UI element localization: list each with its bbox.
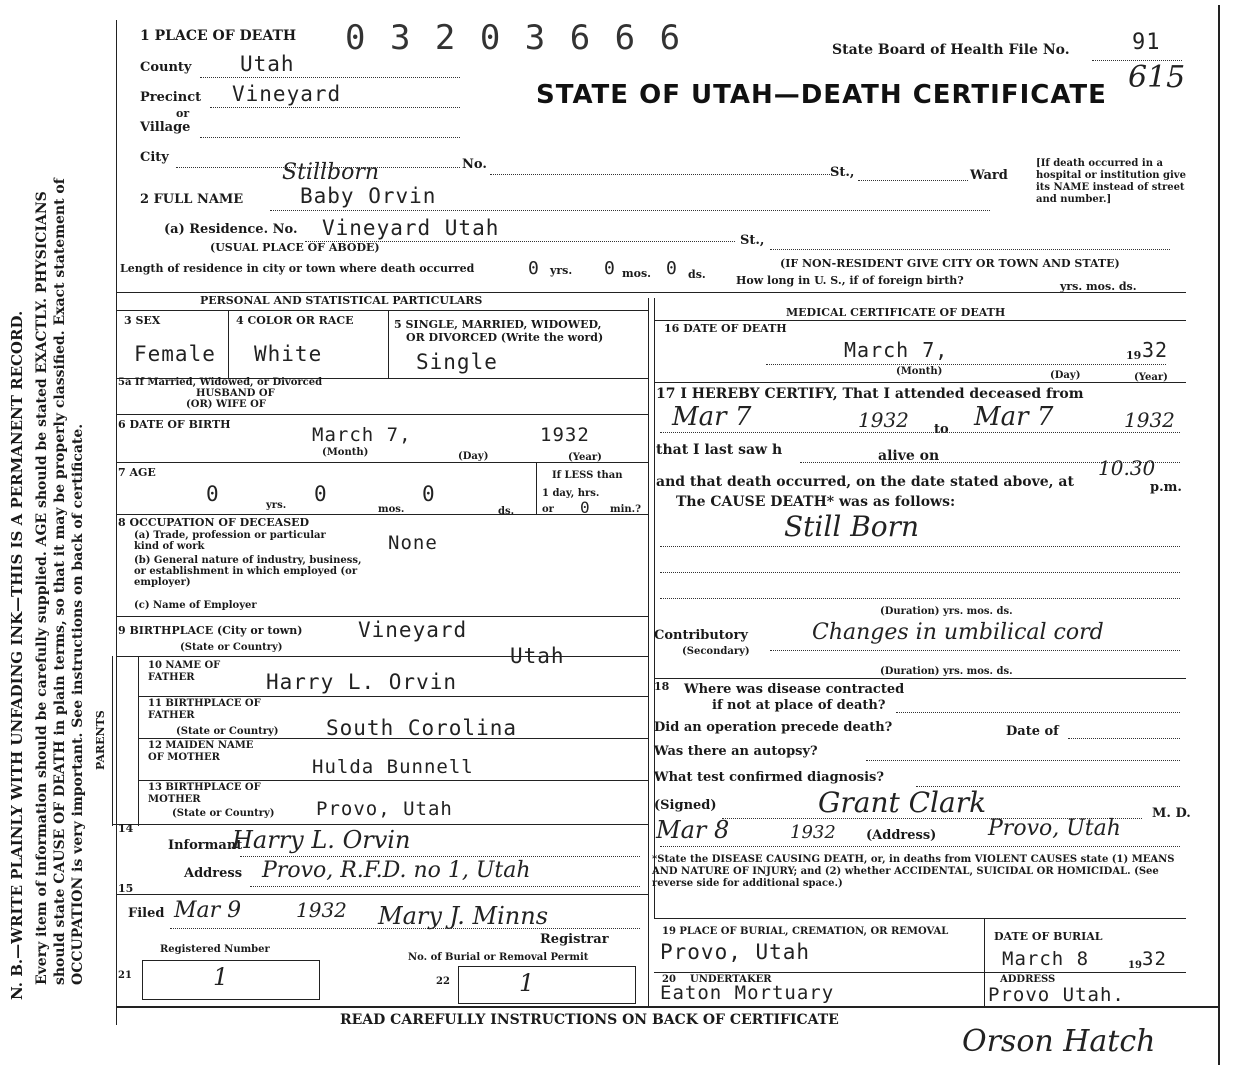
contributory-value: Changes in umbilical cord — [812, 620, 1104, 645]
personal-section-title: PERSONAL AND STATISTICAL PARTICULARS — [200, 294, 483, 307]
length-ds-value: 0 — [666, 258, 678, 279]
occupation-value: None — [388, 532, 438, 554]
burial-permit-label: No. of Burial or Removal Permit — [408, 952, 589, 963]
rule-p10 — [138, 780, 648, 781]
q18-line1: Where was disease contracted — [684, 682, 905, 697]
q18-num: 18 — [654, 680, 670, 693]
less-label-1: If LESS than — [552, 470, 623, 481]
rule-m5 — [654, 972, 1186, 973]
birthplace-city: Vineyard — [358, 618, 468, 642]
death-day-label: (Day) — [1050, 370, 1081, 381]
test-label: What test confirmed diagnosis? — [654, 770, 884, 785]
dob-year-value: 1932 — [540, 424, 590, 446]
registered-number-prefix: 21 — [118, 970, 132, 981]
ward-note: [If death occurred in a hospital or institution give its NAME instead of street and number.] — [1036, 158, 1186, 205]
div-sex — [228, 310, 229, 378]
medical-address-value: Provo, Utah — [988, 816, 1121, 841]
undertaker-num: 20 — [662, 974, 676, 985]
place-of-death-label: 1 PLACE OF DEATH — [140, 28, 297, 44]
dob-day-label: (Day) — [458, 451, 489, 462]
age-mos-label: mos. — [378, 504, 405, 515]
rule-m3 — [654, 678, 1186, 679]
informant-line — [240, 856, 640, 857]
side-note-line2: Every item of information should be carefully supplied. AGE should be stated EXACTLY. PHYSICIANS — [34, 191, 50, 985]
death-month-label: (Month) — [896, 366, 943, 377]
sex-value: Female — [134, 342, 216, 366]
length-mos-label: mos. — [622, 267, 651, 280]
occupation-b: (b) General nature of industry, business, or establishment in which employed (or employer) — [134, 555, 362, 588]
less-min-label: min.? — [610, 504, 641, 515]
registrar-label: Registrar — [540, 932, 609, 947]
attended-from-year: 1932 — [858, 408, 909, 432]
occupation-c: (c) Name of Employer — [134, 600, 257, 611]
residence-st: St., — [740, 233, 765, 248]
div-burial-date — [984, 918, 985, 1006]
cause-line-2 — [660, 572, 1180, 573]
occurred-label: and that death occurred, on the date stated above, at — [656, 474, 1074, 490]
rule-m2 — [654, 382, 1186, 383]
no-label: No. — [462, 157, 487, 172]
age-ds-label: ds. — [498, 506, 515, 517]
residence-value: Vineyard Utah — [322, 216, 500, 240]
city-label: City — [140, 150, 169, 165]
residence-st-line — [770, 249, 1170, 250]
div-age — [536, 462, 537, 514]
burial-permit-value: 1 — [519, 969, 535, 997]
cause-label: The CAUSE DEATH* was as follows: — [676, 494, 956, 510]
color-label: 4 COLOR OR RACE — [236, 314, 354, 327]
right-border — [1218, 5, 1220, 1065]
certify-line: 17 I HEREBY CERTIFY, That I attended deceased from — [656, 386, 1084, 402]
full-name-label: 2 FULL NAME — [140, 192, 244, 207]
registrar-signature: Mary J. Minns — [378, 902, 549, 930]
occupation-a: (a) Trade, profession or particular kind of work — [134, 530, 326, 552]
father-bp-sub: (State or Country) — [176, 726, 279, 737]
filed-num: 15 — [118, 882, 134, 895]
duration-label-1: (Duration) yrs. mos. ds. — [880, 606, 1013, 617]
father-name-value: Harry L. Orvin — [266, 670, 458, 694]
county-line — [200, 77, 460, 78]
informant-num: 14 — [118, 822, 134, 835]
signed-label: (Signed) — [654, 798, 717, 813]
date-of-death-year: 32 — [1142, 338, 1169, 362]
parents-bracket — [112, 656, 113, 826]
filed-value: Mar 9 — [174, 898, 242, 923]
rule-p6 — [116, 616, 648, 617]
how-long-label: How long in U. S., if of foreign birth? — [736, 274, 964, 287]
mother-bp-label: 13 BIRTHPLACE OF MOTHER — [148, 782, 261, 805]
rule-p9 — [138, 738, 648, 739]
rule-p3 — [116, 414, 648, 415]
contributory-line — [770, 650, 1180, 651]
cause-line-3 — [660, 598, 1180, 599]
stillborn-handwritten: Stillborn — [282, 160, 380, 185]
column-divider — [648, 298, 649, 1006]
footer-signature: Orson Hatch — [962, 1024, 1156, 1059]
mother-name-label: 12 MAIDEN NAME OF MOTHER — [148, 740, 254, 763]
burial-place-value: Provo, Utah — [660, 940, 811, 964]
registered-number-label: Registered Number — [160, 944, 270, 955]
st-label: St., — [830, 165, 855, 180]
ward-label: Ward — [970, 168, 1008, 183]
side-note-line3: should state CAUSE OF DEATH in plain terms, so that it may be properly classified. Exact statement of — [52, 178, 68, 985]
medical-section-title: MEDICAL CERTIFICATE OF DEATH — [786, 306, 1006, 319]
birthplace-label: 9 BIRTHPLACE (City or town) — [118, 624, 303, 637]
age-yrs-value: 0 — [206, 482, 220, 506]
undertaker-address-label: ADDRESS — [1000, 974, 1056, 985]
last-saw-label: that I last saw h — [656, 442, 783, 458]
address-line — [250, 886, 640, 887]
less-label-3: or — [542, 504, 554, 515]
date-of-death-year-prefix: 19 — [1126, 349, 1142, 362]
file-no-value: 91 — [1132, 30, 1161, 55]
rule-p12 — [116, 894, 648, 895]
registered-number-value: 1 — [213, 963, 229, 991]
spouse-label-1: 5a If Married, Widowed, or Divorced — [118, 377, 323, 388]
secondary-label: (Secondary) — [682, 646, 750, 657]
or-label: or — [176, 107, 190, 120]
age-mos-value: 0 — [314, 482, 328, 506]
father-name-label: 10 NAME OF FATHER — [148, 660, 221, 683]
marital-label-2: OR DIVORCED (Write the word) — [406, 331, 604, 344]
st-line — [858, 180, 968, 181]
signed-value: Grant Clark — [818, 786, 987, 819]
length-mos-value: 0 — [604, 258, 616, 279]
attended-to-date: Mar 7 — [974, 402, 1054, 432]
footnote: *State the DISEASE CAUSING DEATH, or, in deaths from VIOLENT CAUSES state (1) MEANS AND NATURE OF INJURY; and (2) whether ACCIDENTAL, SUICIDAL OR HOMICIDAL. (See reverse side for additional space.) — [652, 854, 1175, 889]
rule-sections — [116, 292, 1186, 293]
contributory-label: Contributory — [654, 628, 748, 643]
autopsy-line — [866, 760, 1180, 761]
rule-p11 — [112, 824, 648, 825]
signed-date: Mar 8 — [656, 816, 730, 844]
medical-address-label: (Address) — [866, 828, 937, 843]
mother-name-value: Hulda Bunnell — [312, 756, 474, 778]
precinct-label: Precinct — [140, 90, 202, 105]
cause-value: Still Born — [784, 510, 920, 543]
q18-dotline — [896, 712, 1180, 713]
dob-label: 6 DATE OF BIRTH — [118, 418, 231, 431]
duration-label-2: (Duration) yrs. mos. ds. — [880, 666, 1013, 677]
precinct-value: Vineyard — [232, 82, 342, 106]
how-long-units: yrs. mos. ds. — [1060, 280, 1137, 293]
instructions-footer: READ CAREFULLY INSTRUCTIONS ON BACK OF CERTIFICATE — [340, 1012, 839, 1028]
length-yrs-label: yrs. — [550, 264, 573, 277]
attended-to-label: to — [934, 422, 949, 437]
color-value: White — [254, 342, 323, 366]
length-residence-label: Length of residence in city or town where death occurred — [120, 262, 475, 275]
precinct-line — [210, 107, 460, 108]
operation-label: Did an operation precede death? — [654, 720, 893, 735]
registered-number-box — [142, 960, 320, 1000]
father-bp-label: 11 BIRTHPLACE OF FATHER — [148, 698, 261, 721]
attended-to-year: 1932 — [1124, 408, 1175, 432]
age-ds-value: 0 — [422, 482, 436, 506]
file-no-handwritten: 615 — [1128, 60, 1186, 95]
alive-on-label: alive on — [878, 448, 940, 464]
date-of-death-line — [766, 364, 1166, 365]
date-of-death-label: 16 DATE OF DEATH — [664, 322, 787, 335]
burial-year-prefix: 19 — [1128, 960, 1142, 971]
undertaker-value: Eaton Mortuary — [660, 982, 835, 1004]
village-label: Village — [140, 120, 191, 135]
md-label: M. D. — [1152, 806, 1191, 821]
birthplace-state: Utah — [510, 644, 565, 668]
length-yrs-value: 0 — [528, 258, 540, 279]
no-line — [490, 174, 830, 175]
signed-year: 1932 — [790, 822, 836, 843]
rule-p5 — [116, 514, 648, 515]
rule-p1 — [116, 310, 648, 311]
date-of-label: Date of — [1006, 724, 1059, 739]
village-line — [200, 137, 460, 138]
death-year-label: (Year) — [1134, 372, 1168, 383]
autopsy-label: Was there an autopsy? — [654, 744, 818, 759]
time-value: 10.30 — [1098, 456, 1156, 480]
rule-p4 — [116, 462, 648, 463]
marital-value: Single — [416, 350, 498, 374]
rule-p7 — [116, 656, 648, 657]
full-name-value: Baby Orvin — [300, 184, 437, 208]
undertaker-label: UNDERTAKER — [690, 974, 772, 985]
mother-bp-sub: (State or Country) — [172, 808, 275, 819]
burial-permit-box — [458, 966, 636, 1004]
burial-permit-prefix: 22 — [436, 976, 450, 987]
age-yrs-label: yrs. — [266, 500, 287, 511]
div-color — [388, 310, 389, 378]
dob-year-label: (Year) — [568, 452, 602, 463]
spouse-label-2: HUSBAND OF — [196, 388, 275, 399]
parents-div — [138, 656, 139, 826]
nonresident-label: (IF NON-RESIDENT GIVE CITY OR TOWN AND STATE) — [780, 257, 1120, 270]
attended-line — [660, 432, 1180, 433]
burial-place-label: 19 PLACE OF BURIAL, CREMATION, OR REMOVAL — [662, 926, 949, 937]
filed-year: 1932 — [296, 898, 347, 922]
rule-p8 — [138, 696, 648, 697]
rule-m4 — [654, 918, 1186, 919]
less-label-2: 1 day, hrs. — [542, 488, 600, 499]
residence-label: (a) Residence. No. — [164, 222, 298, 237]
filed-line — [170, 928, 640, 929]
stamp-number: 0 3 2 0 3 6 6 6 — [345, 18, 683, 58]
certificate-title: STATE OF UTAH—DEATH CERTIFICATE — [536, 80, 1107, 110]
file-no-label: State Board of Health File No. — [832, 42, 1070, 58]
informant-label: Informant — [168, 838, 243, 853]
q18-line2: if not at place of death? — [712, 698, 886, 713]
parents-vertical-label: PARENTS — [94, 710, 107, 770]
informant-value: Harry L. Orvin — [232, 826, 411, 854]
dob-month-label: (Month) — [322, 447, 369, 458]
side-note-line1: N. B.—WRITE PLAINLY WITH UNFADING INK—THIS IS A PERMANENT RECORD. — [8, 310, 26, 1000]
address-dotline — [660, 846, 1180, 847]
age-label: 7 AGE — [118, 466, 156, 479]
usual-place-label: (USUAL PLACE OF ABODE) — [210, 241, 380, 254]
side-note-line4: OCCUPATION is very important. See instructions on back of certificate. — [70, 423, 86, 985]
birthplace-state-label: (State or Country) — [180, 642, 283, 653]
length-ds-label: ds. — [688, 268, 706, 281]
sex-label: 3 SEX — [124, 314, 161, 327]
full-name-line — [270, 210, 990, 211]
father-bp-value: South Corolina — [326, 716, 518, 740]
left-border — [116, 20, 117, 1025]
address-value: Provo, R.F.D. no 1, Utah — [262, 858, 531, 883]
county-label: County — [140, 60, 192, 75]
spouse-label-3: (OR) WIFE OF — [186, 399, 266, 410]
occupation-label: 8 OCCUPATION OF DECEASED — [118, 516, 310, 529]
marital-label-1: 5 SINGLE, MARRIED, WIDOWED, — [394, 318, 602, 331]
cause-line-1 — [660, 546, 1180, 547]
county-value: Utah — [240, 52, 295, 76]
pm-label: p.m. — [1150, 480, 1182, 495]
burial-date-label: DATE OF BURIAL — [994, 930, 1103, 943]
less-min-value: 0 — [580, 498, 591, 517]
filed-label: Filed — [128, 906, 165, 921]
date-of-death-value: March 7, — [844, 338, 949, 362]
undertaker-address-value: Provo Utah. — [988, 984, 1125, 1006]
dob-month-value: March 7, — [312, 424, 412, 446]
burial-date-value: March 8 — [1002, 948, 1090, 970]
attended-from-date: Mar 7 — [672, 402, 752, 432]
rule-m1 — [654, 320, 1186, 321]
date-of-line — [1068, 738, 1180, 739]
address-label: Address — [184, 866, 243, 881]
burial-date-year: 32 — [1142, 948, 1167, 970]
mother-bp-value: Provo, Utah — [316, 798, 453, 820]
rule-bottom — [116, 1006, 1218, 1008]
column-divider-2 — [654, 298, 655, 918]
